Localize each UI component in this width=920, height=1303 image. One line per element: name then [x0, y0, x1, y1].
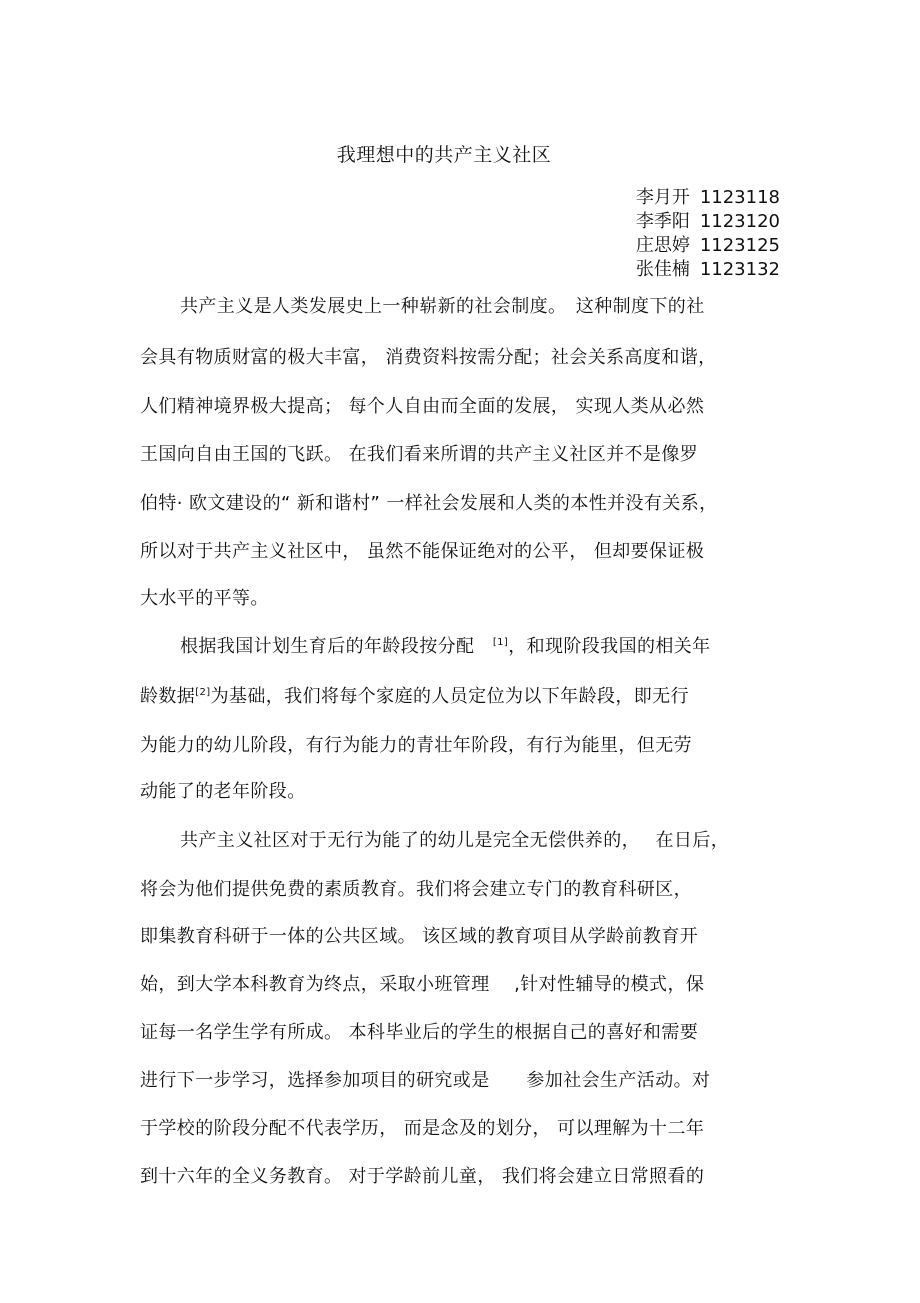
paragraph-3-line: 证每一名学生学有所成。 本科毕业后的学生的根据自己的喜好和需要 — [140, 1022, 699, 1043]
text-segment: 根据我国计划生育后的年龄段按分配 — [180, 636, 493, 657]
author-id: 1123125 — [699, 235, 780, 256]
paragraph-3-line: 共产主义社区对于无行为能了的幼儿是完全无偿供养的， 在日后， — [180, 830, 730, 851]
paragraph-2-line — [180, 632, 711, 658]
paragraph-1-line: 大水平的平等。 — [140, 588, 269, 609]
citation-1[interactable]: [1] — [492, 637, 509, 648]
author-id: 1123132 — [699, 259, 780, 280]
author-id: 1123120 — [699, 211, 780, 232]
paragraph-1-line: 共产主义是人类发展史上一种崭新的社会制度。 这种制度下的社 — [180, 296, 705, 317]
paragraph-1-line: 人们精神境界极大提高； 每个人自由而全面的发展， 实现人类从必然 — [140, 396, 705, 417]
author-name: 李月开 — [635, 187, 690, 208]
citation-2[interactable]: [2] — [195, 687, 211, 698]
paragraph-1-line: 王国向自由王国的飞跃。 在我们看来所谓的共产主义社区并不是像罗 — [140, 444, 699, 465]
author-name: 庄思婷 — [635, 235, 690, 256]
paragraph-2-line: 为能力的幼儿阶段，有行为能力的青壮年阶段，有行为能里，但无劳 — [140, 735, 692, 756]
text-segment: 为基础，我们将每个家庭的人员定位为以下年龄段，即无行 — [210, 686, 689, 707]
text-segment: 龄数据 — [140, 686, 196, 707]
text-segment: ，和现阶段我国的相关年 — [508, 636, 711, 657]
author-row — [636, 186, 780, 210]
paragraph-3-line: 将会为他们提供免费的素质教育。我们将会建立专门的教育科研区， — [140, 879, 692, 900]
author-list — [636, 186, 780, 282]
paragraph-2-line — [140, 682, 689, 708]
paragraph-1-line: 伯特· 欧文建设的“ 新和谐村” 一样社会发展和人类的本性并没有关系， — [140, 493, 718, 514]
author-row — [636, 258, 780, 282]
author-name: 李季阳 — [635, 211, 690, 232]
paragraph-3-line: 到十六年的全义务教育。 对于学龄前儿童， 我们将会建立日常照看的 — [140, 1166, 705, 1187]
paragraph-3-line: 于学校的阶段分配不代表学历， 而是念及的划分， 可以理解为十二年 — [140, 1118, 705, 1139]
author-name: 张佳楠 — [635, 259, 690, 280]
paragraph-2-line: 动能了的老年阶段。 — [140, 781, 306, 802]
author-id: 1123118 — [699, 187, 780, 208]
paragraph-1-line: 所以对于共产主义社区中， 虽然不能保证绝对的公平， 但却要保证极 — [140, 541, 705, 562]
paragraph-1-line: 会具有物质财富的极大丰富， 消费资料按需分配；社会关系高度和谐， — [140, 347, 717, 368]
paragraph-3-line: 始，到大学本科教育为终点，采取小班管理 ,针对性辅导的模式，保 — [140, 974, 705, 995]
author-row — [636, 210, 780, 234]
author-row — [636, 234, 780, 258]
document-title: 我理想中的共产主义社区 — [336, 144, 552, 166]
paragraph-3-line: 进行下一步学习，选择参加项目的研究或是 参加社会生产活动。对 — [140, 1070, 711, 1091]
paragraph-3-line: 即集教育科研于一体的公共区域。 该区域的教育项目从学龄前教育开 — [140, 926, 699, 947]
